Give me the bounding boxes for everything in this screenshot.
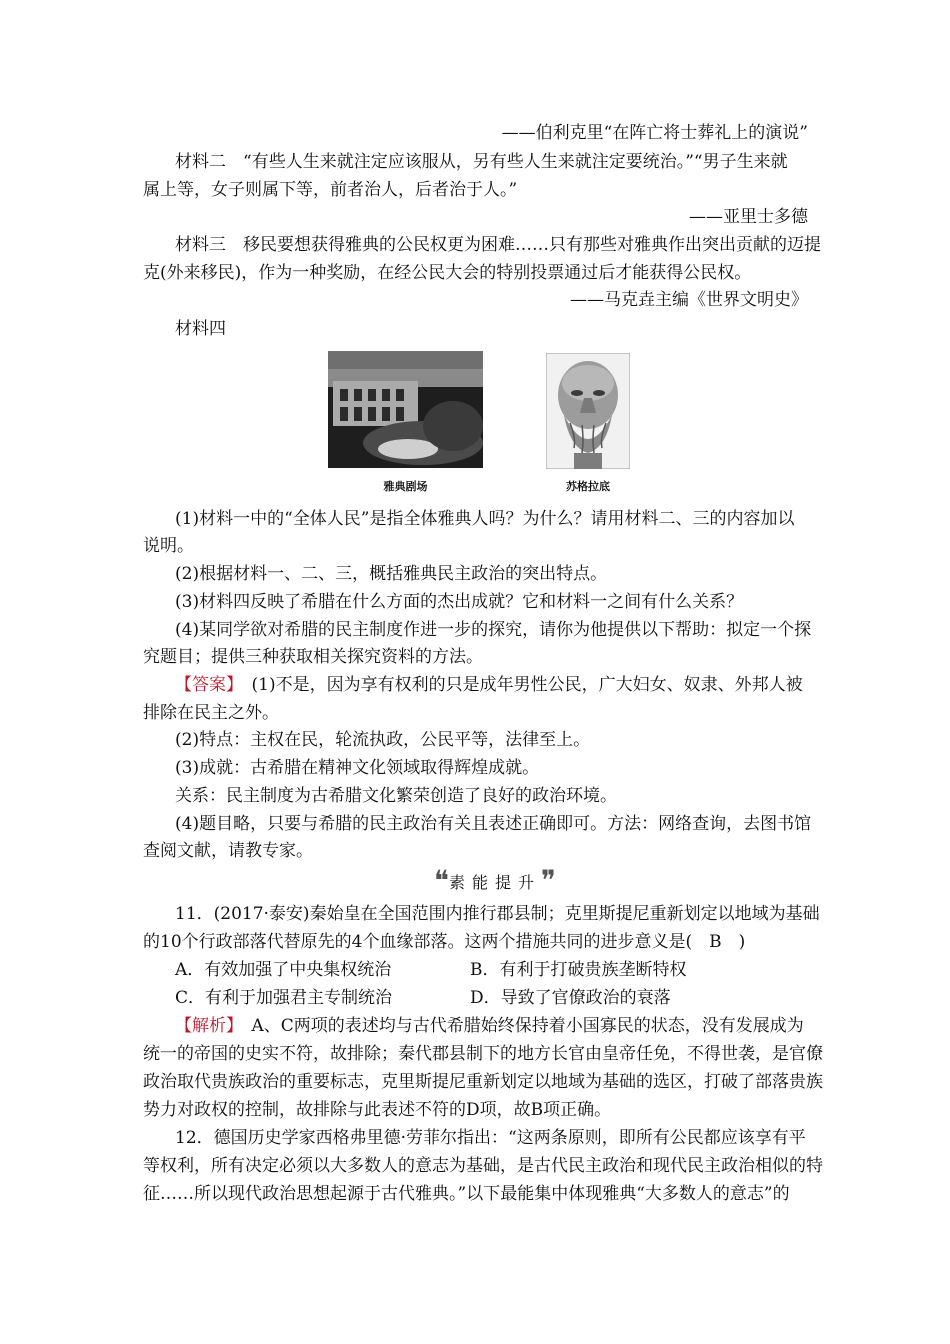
option-right: D．导致了官僚政治的衰落 (470, 988, 671, 1008)
socrates-bust-image (546, 353, 630, 469)
line-text: 11．(2017·泰安)秦始皇在全国范围内推行郡县制；克里斯提尼重新划定以地域为基础 (175, 904, 820, 924)
text-line (143, 1099, 611, 1121)
line-text: (4)某同学欲对希腊的民主制度作进一步的探究，请你为他提供以下帮助：拟定一个探 (175, 620, 812, 640)
athens-theater-image (328, 351, 483, 468)
text-line (143, 1043, 823, 1065)
line-text: A．有效加强了中央集权统治 (175, 960, 392, 980)
line-text: 说明。 (143, 536, 194, 556)
line-text: 克(外来移民)，作为一种奖励，在经公民大会的特别投票通过后才能获得公民权。 (143, 263, 752, 283)
text-line (175, 234, 821, 256)
text-line (175, 987, 392, 1009)
line-text: (1)不是，因为享有权利的只是成年男性公民，广大妇女、奴隶、外邦人被 (234, 675, 803, 695)
line-text: 势力对政权的控制，故排除与此表述不符的D项，故B项正确。 (143, 1100, 612, 1120)
text-line (143, 646, 483, 668)
theater-caption: 雅典剧场 (383, 480, 428, 493)
line-text: 属上等，女子则属下等，前者治人，后者治于人。” (143, 180, 518, 200)
line-text: ——马克垚主编《世界文明史》 (570, 290, 808, 310)
line-text: 等权利，所有决定必须以大多数人的意志为基础，是古代民主政治和现代民主政治相似的特 (143, 1156, 823, 1176)
line-text: (3)材料四反映了希腊在什么方面的杰出成就？它和材料一之间有什么关系？ (175, 592, 744, 612)
line-text: (1)材料一中的“全体人民”是指全体雅典人吗？为什么？请用材料二、三的内容加以 (175, 509, 795, 529)
text-line (143, 702, 279, 724)
line-text: (2)根据材料一、二、三，概括雅典民主政治的突出特点。 (175, 564, 608, 584)
line-text: 12．德国历史学家西格弗里德·劳菲尔指出：“这两条原则，即所有公民都应该享有平 (175, 1128, 806, 1148)
open-quote-icon: ❝ (433, 864, 449, 897)
line-text: 关系：民主制度为古希腊文化繁荣创造了良好的政治环境。 (175, 786, 617, 806)
text-line (143, 1071, 823, 1093)
text-line (175, 1015, 804, 1037)
line-text: 排除在民主之外。 (143, 703, 279, 723)
text-line (175, 959, 391, 981)
line-text: ——伯利克里“在阵亡将士葬礼上的演说” (501, 123, 808, 143)
close-quote-icon: ❞ (541, 864, 557, 897)
line-text: 材料二 “有些人生来就注定应该服从，另有些人生来就注定要统治。”“男子生来就 (175, 152, 788, 172)
answer-label: 【答案】 (175, 675, 235, 695)
line-text: A、C两项的表述均与古代希腊始终保持着小国寡民的状态，没有发展成为 (234, 1016, 804, 1036)
line-text: 究题目；提供三种获取相关探究资料的方法。 (143, 647, 483, 667)
text-line (175, 318, 226, 340)
text-line (175, 591, 743, 613)
text-line (689, 206, 808, 228)
text-line (143, 535, 194, 557)
line-text: 的10个行政部落代替原先的4个血缘部落。这两个措施共同的进步意义是( B ) (143, 932, 746, 952)
line-text: 查阅文献，请教专家。 (143, 841, 313, 861)
text-line (502, 122, 808, 144)
line-text: 材料三 移民要想获得雅典的公民权更为困难……只有那些对雅典作出突出贡献的迈提 (175, 235, 821, 255)
line-text: (2)特点：主权在民，轮流执政，公民平等，法律至上。 (175, 730, 591, 750)
text-line (175, 813, 811, 835)
line-text: 政治取代贵族政治的重要标志，克里斯提尼重新划定以地域为基础的选区，打破了部落贵族 (143, 1072, 823, 1092)
line-text: 材料四 (175, 319, 226, 339)
line-text: C．有利于加强君主专制统治 (175, 988, 393, 1008)
text-line (175, 1127, 806, 1149)
text-line (143, 179, 517, 201)
line-text: (4)题目略，只要与希腊的民主政治有关且表述正确即可。方法：网络查询，去图书馆 (175, 814, 812, 834)
line-text: 征……所以现代政治思想起源于古代雅典。”以下最能集中体现雅典“大多数人的意志”的 (143, 1184, 790, 1204)
line-text: (3)成就：古希腊在精神文化领域取得辉煌成就。 (175, 758, 540, 778)
text-line (175, 508, 794, 530)
text-line (175, 729, 590, 751)
section-title: 素能提升 (448, 872, 541, 892)
text-line (175, 151, 788, 173)
text-line (175, 903, 820, 925)
text-line (143, 931, 745, 953)
answer-label: 【解析】 (175, 1016, 235, 1036)
line-text: ——亚里士多德 (689, 207, 808, 227)
text-line (175, 757, 539, 779)
text-line (175, 785, 617, 807)
option-right: B．有利于打破贵族垄断特权 (470, 960, 687, 980)
line-text: 统一的帝国的史实不符，故排除；秦代郡县制下的地方长官由皇帝任免，不得世袭，是官僚 (143, 1044, 823, 1064)
text-line (143, 840, 313, 862)
text-line (143, 262, 751, 284)
text-line (570, 289, 808, 311)
text-line (175, 619, 811, 641)
section-banner (420, 864, 570, 897)
text-line (143, 1183, 790, 1205)
socrates-caption: 苏格拉底 (566, 480, 610, 493)
text-line (175, 563, 607, 585)
text-line (175, 674, 803, 696)
text-line (143, 1155, 823, 1177)
